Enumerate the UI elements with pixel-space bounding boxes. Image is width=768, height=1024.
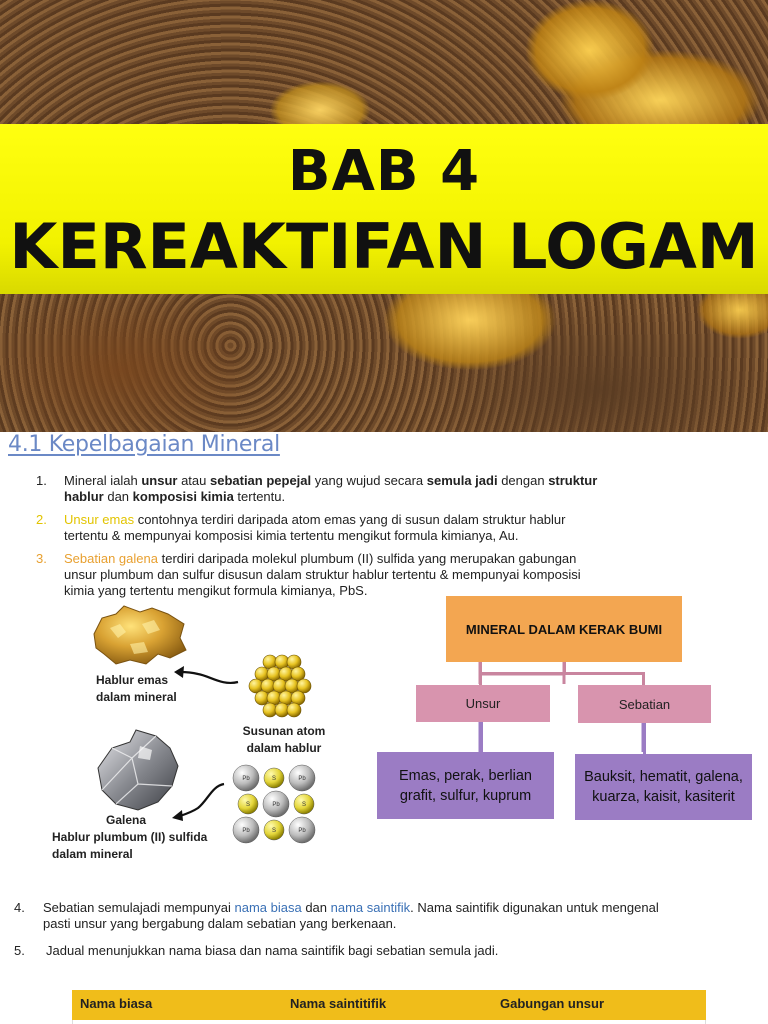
table-header-cell: Gabungan unsur [500, 996, 604, 1011]
concept-map-branch-unsur: Unsur [416, 685, 550, 722]
connector-horizontal [479, 672, 645, 675]
arrow-to-gold-icon [170, 660, 242, 690]
atoms-caption: Susunan atom dalam hablur [242, 724, 326, 755]
table-header-cell: Nama saintitifik [290, 996, 387, 1011]
point-2-line-1: Unsur emas contohnya terdiri daripada atom emas yang di susun dalam struktur hablur [64, 512, 566, 527]
chapter-number: BAB 4 [287, 139, 481, 204]
point-number: 2. [36, 512, 47, 527]
table-header-cell: Nama biasa [80, 996, 153, 1011]
connector-root-right [563, 662, 566, 674]
point-4-line-2: pasti unsur yang bergabung dalam sebatian yang berkenaan. [43, 916, 397, 931]
point-number: 4. [14, 900, 25, 915]
gold-caption: Hablur emas dalam mineral [96, 673, 177, 704]
point-3 [36, 551, 736, 601]
point-3-line-1: Sebatian galena terdiri daripada molekul plumbum (II) sulfida yang merupakan gabungan [64, 551, 577, 566]
table-body [72, 1020, 706, 1024]
table-header-row [72, 990, 706, 1020]
point-1-line-1: Mineral ialah unsur atau sebatian pepejal yang wujud secara semula jadi dengan struktur [64, 473, 598, 488]
gold-atom [287, 703, 301, 717]
point-4 [14, 900, 754, 934]
gold-atom-lattice-image [246, 652, 312, 722]
atom-label: Pb [272, 802, 280, 808]
point-2-line-2: tertentu & mempunyai komposisi kimia tertentu mengikut formula kimianya, Au. [64, 528, 519, 543]
connector-left-drop [479, 672, 482, 685]
chapter-banner-image [0, 0, 768, 432]
point-number: 5. [14, 943, 25, 958]
gold-nugget-image [90, 604, 190, 668]
point-number: 1. [36, 473, 47, 488]
atom-label: S [245, 802, 251, 808]
concept-map-leaf-unsur: Emas, perak, berlian grafit, sulfur, kuprum [377, 752, 554, 819]
point-number: 3. [36, 551, 47, 566]
atom-label: S [271, 828, 277, 834]
atom-label: Pb [298, 828, 306, 834]
atom-label: S [301, 802, 307, 808]
atom-label: Pb [298, 776, 306, 782]
point-5 [14, 943, 754, 961]
point-3-line-3: kimia yang tertentu mengikut formula kimianya, PbS. [64, 583, 368, 598]
concept-map-root: MINERAL DALAM KERAK BUMI [446, 596, 682, 662]
section-title: 4.1 Kepelbagaian Mineral [8, 432, 280, 457]
point-3-line-2: unsur plumbum dan sulfur disusun dalam struktur hablur tertentu & mempunyai komposisi [64, 567, 581, 582]
point-5-line-1: Jadual menunjukkan nama biasa dan nama saintifik bagi sebatian semula jadi. [46, 943, 499, 958]
atom-label: Pb [242, 828, 250, 834]
connector-right-drop [642, 672, 645, 685]
galena-caption: Galena Hablur plumbum (II) sulfida dalam mineral [52, 813, 208, 861]
point-4-line-1: Sebatian semulajadi mempunyai nama biasa dan nama saintifik. Nama saintifik digunakan untuk mengenal [43, 900, 659, 915]
chapter-title: KEREAKTIFAN LOGAM [9, 210, 759, 283]
pbs-atom-lattice-image [230, 764, 322, 844]
connector-left-leaf [480, 722, 483, 752]
concept-map-leaf-sebatian: Bauksit, hematit, galena, kuarza, kaisit, kasiterit [575, 754, 752, 820]
concept-map-branch-sebatian: Sebatian [578, 685, 711, 723]
point-2 [36, 512, 736, 546]
atom-label: S [271, 776, 277, 782]
atom-label: Pb [242, 776, 250, 782]
point-1-line-2: hablur dan komposisi kimia tertentu. [64, 489, 286, 504]
point-1 [36, 473, 736, 507]
chapter-title-band [0, 124, 768, 294]
connector-right-leaf [643, 723, 646, 754]
